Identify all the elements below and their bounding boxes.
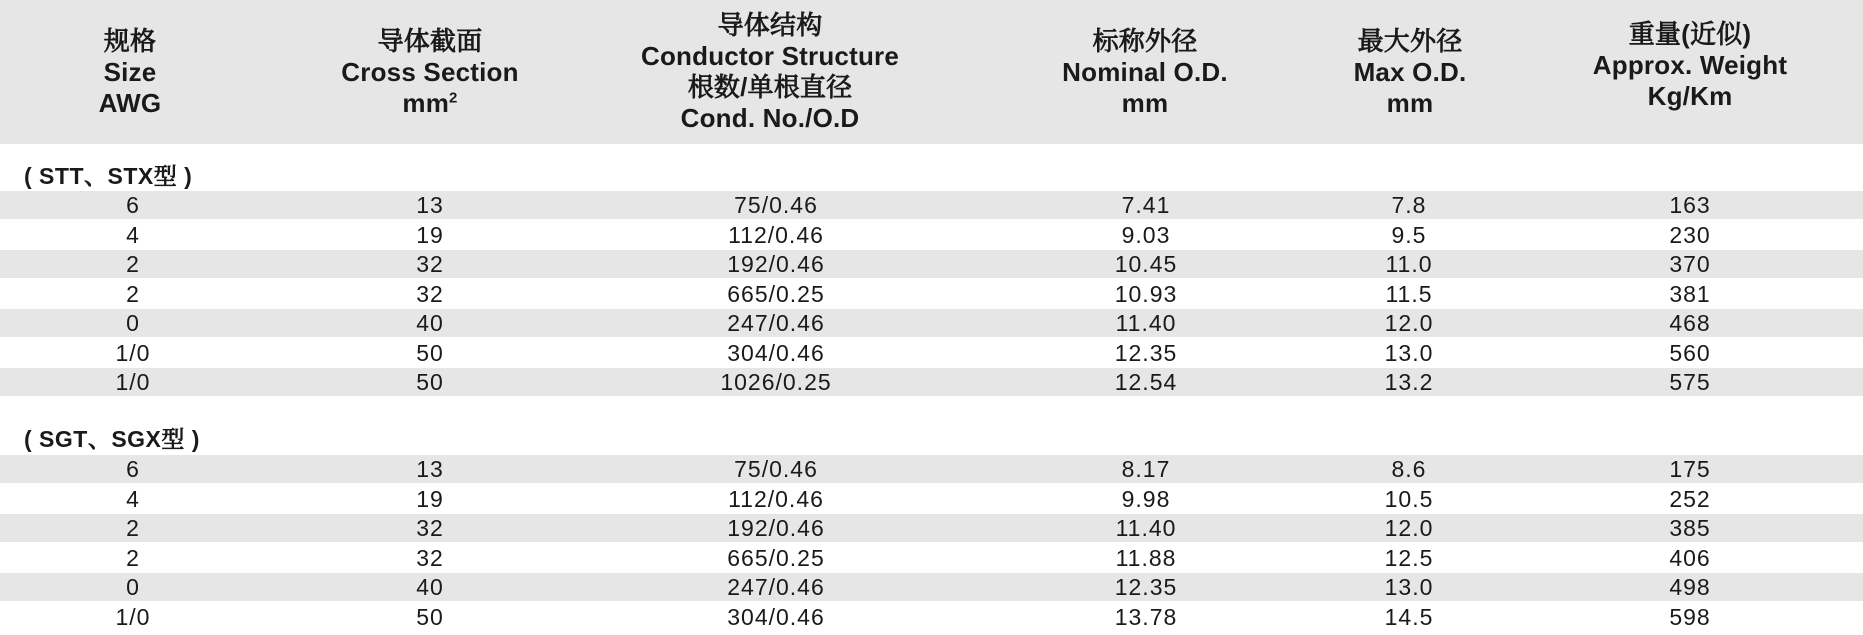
table-cell: 304/0.46 — [727, 604, 825, 630]
table-cell: 75/0.46 — [734, 456, 818, 482]
table-cell: 0 — [126, 574, 140, 600]
table-row — [0, 573, 1863, 601]
table-cell: 13.0 — [1384, 340, 1434, 366]
header-cross-section-cn: 导体截面 — [377, 25, 483, 56]
table-row — [0, 485, 1863, 513]
table-cell: 50 — [416, 340, 444, 366]
table-cell: 40 — [416, 310, 444, 336]
table-row — [0, 603, 1863, 631]
table-cell: 12.54 — [1114, 369, 1178, 395]
table-row — [0, 221, 1863, 249]
table-cell: 1/0 — [115, 340, 151, 366]
table-cell: 2 — [126, 545, 140, 571]
table-cell: 192/0.46 — [727, 251, 825, 277]
header-conductor-cn: 导体结构 — [717, 10, 823, 40]
header-cond-no-en: Cond. No./O.D — [680, 103, 860, 133]
table-cell: 13.2 — [1384, 369, 1434, 395]
table-cell: 14.5 — [1384, 604, 1434, 630]
table-cell: 19 — [416, 486, 444, 512]
table-cell: 4 — [126, 222, 140, 248]
header-size-cn: 规格 — [103, 25, 157, 56]
table-cell: 247/0.46 — [727, 574, 825, 600]
table-cell: 9.98 — [1121, 486, 1171, 512]
table-cell: 560 — [1669, 340, 1711, 366]
header-weight — [1560, 0, 1820, 144]
table-cell: 7.8 — [1391, 192, 1427, 218]
table-cell: 385 — [1669, 515, 1711, 541]
table-cell: 40 — [416, 574, 444, 600]
table-cell: 1/0 — [115, 604, 151, 630]
table-cell: 32 — [416, 545, 444, 571]
header-cross-section — [300, 0, 560, 144]
header-cond-no-cn: 根数/单根直径 — [687, 72, 853, 102]
table-row — [0, 309, 1863, 337]
table-cell: 665/0.25 — [727, 281, 825, 307]
header-nominal-od-unit: mm — [1121, 87, 1169, 118]
header-conductor-en: Conductor Structure — [640, 41, 900, 71]
table-cell: 11.5 — [1385, 281, 1433, 307]
table-cell: 32 — [416, 251, 444, 277]
table-cell: 252 — [1669, 486, 1711, 512]
unit-superscript: 2 — [449, 88, 458, 106]
table-cell: 19 — [416, 222, 444, 248]
table-cell: 370 — [1669, 251, 1711, 277]
section-title: ( SGT、SGX型 ) — [24, 426, 200, 452]
table-row — [0, 514, 1863, 542]
table-cell: 12.0 — [1384, 310, 1434, 336]
table-cell: 2 — [126, 281, 140, 307]
table-cell: 0 — [126, 310, 140, 336]
table-cell: 11.40 — [1115, 310, 1177, 336]
table-cell: 598 — [1669, 604, 1711, 630]
header-nominal-od-cn: 标称外径 — [1092, 25, 1198, 56]
table-row — [0, 339, 1863, 367]
header-weight-cn: 重量(近似) — [1628, 19, 1752, 49]
table-row — [0, 250, 1863, 278]
table-cell: 10.45 — [1114, 251, 1178, 277]
table-cell: 10.93 — [1114, 281, 1178, 307]
table-cell: 468 — [1669, 310, 1711, 336]
header-max-od-cn: 最大外径 — [1357, 25, 1463, 56]
table-row — [0, 544, 1863, 572]
header-max-od-unit: mm — [1386, 87, 1434, 118]
table-cell: 163 — [1669, 192, 1711, 218]
table-cell: 112/0.46 — [728, 486, 824, 512]
table-cell: 13 — [416, 456, 444, 482]
table-cell: 13.78 — [1114, 604, 1178, 630]
table-cell: 50 — [416, 604, 444, 630]
table-row — [0, 191, 1863, 219]
table-cell: 2 — [126, 251, 140, 277]
table-row — [0, 280, 1863, 308]
table-cell: 498 — [1669, 574, 1711, 600]
table-cell: 1026/0.25 — [720, 369, 832, 395]
table-cell: 8.6 — [1391, 456, 1427, 482]
table-cell: 406 — [1669, 545, 1711, 571]
table-row — [0, 368, 1863, 396]
table-cell: 192/0.46 — [727, 515, 825, 541]
table-cell: 1/0 — [115, 369, 151, 395]
header-size-en: Size — [103, 56, 157, 87]
table-cell: 7.41 — [1121, 192, 1171, 218]
table-cell: 4 — [126, 486, 140, 512]
header-weight-en: Approx. Weight — [1592, 50, 1788, 80]
table-cell: 381 — [1669, 281, 1711, 307]
table-row — [0, 455, 1863, 483]
table-cell: 11.0 — [1385, 251, 1433, 277]
table-cell: 10.5 — [1384, 486, 1434, 512]
header-max-od-en: Max O.D. — [1353, 56, 1467, 87]
header-nominal-od — [1000, 0, 1290, 144]
table-cell: 6 — [126, 456, 140, 482]
table-cell: 575 — [1669, 369, 1711, 395]
table-cell: 175 — [1669, 456, 1711, 482]
header-cross-section-unit — [402, 88, 457, 119]
table-cell: 304/0.46 — [727, 340, 825, 366]
table-cell: 9.03 — [1121, 222, 1171, 248]
header-weight-unit: Kg/Km — [1647, 81, 1733, 111]
table-cell: 12.5 — [1384, 545, 1434, 571]
table-cell: 12.0 — [1384, 515, 1434, 541]
table-cell: 247/0.46 — [727, 310, 825, 336]
table-cell: 11.40 — [1115, 515, 1177, 541]
table-header — [0, 0, 1863, 144]
header-max-od — [1300, 0, 1520, 144]
table-cell: 6 — [126, 192, 140, 218]
table-cell: 230 — [1669, 222, 1711, 248]
table-cell: 665/0.25 — [727, 545, 825, 571]
header-conductor-structure — [600, 0, 940, 144]
table-cell: 13.0 — [1384, 574, 1434, 600]
table-cell: 12.35 — [1114, 340, 1178, 366]
table-cell: 13 — [416, 192, 444, 218]
table-cell: 11.88 — [1115, 545, 1177, 571]
header-cross-section-en: Cross Section — [341, 56, 519, 87]
header-size — [45, 0, 215, 144]
table-cell: 8.17 — [1121, 456, 1171, 482]
table-cell: 2 — [126, 515, 140, 541]
table-cell: 50 — [416, 369, 444, 395]
header-nominal-od-en: Nominal O.D. — [1062, 56, 1228, 87]
table-cell: 32 — [416, 281, 444, 307]
table-cell: 75/0.46 — [734, 192, 818, 218]
header-size-unit: AWG — [98, 87, 162, 118]
table-cell: 32 — [416, 515, 444, 541]
table-cell: 112/0.46 — [728, 222, 824, 248]
section-title: ( STT、STX型 ) — [24, 163, 193, 189]
unit-mm: mm — [402, 87, 450, 118]
table-cell: 9.5 — [1391, 222, 1427, 248]
table-cell: 12.35 — [1114, 574, 1178, 600]
